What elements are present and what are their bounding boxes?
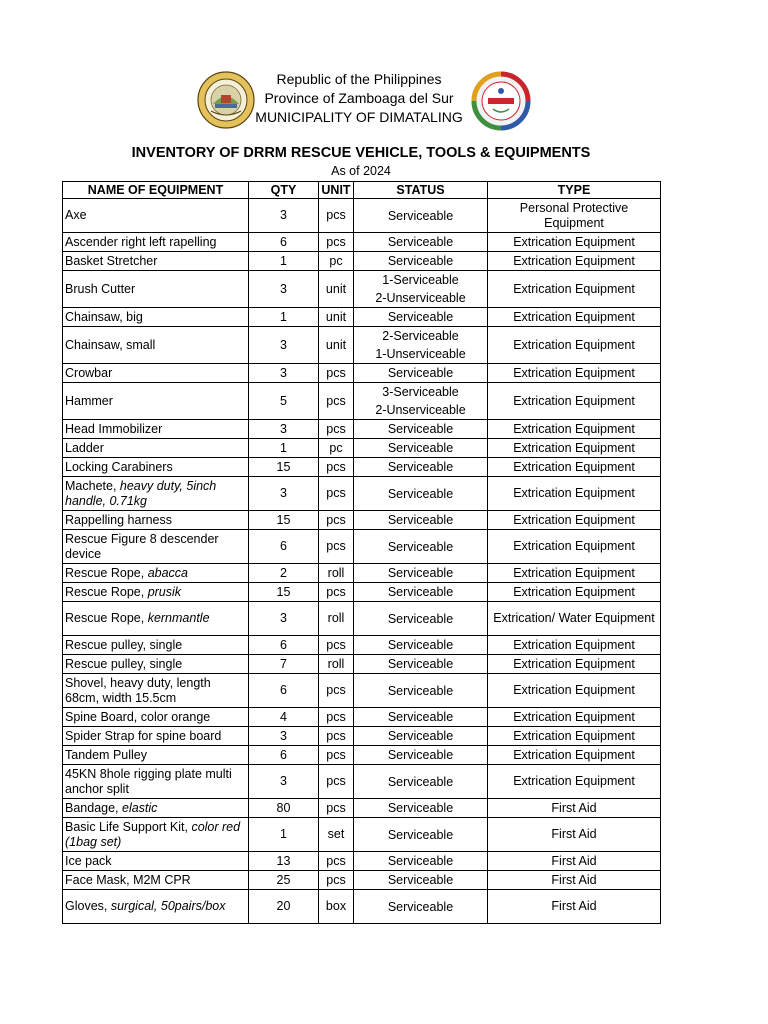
cell-qty: 13 [249, 852, 319, 871]
cell-equipment-name [63, 530, 249, 564]
cell-equipment-name [63, 308, 249, 327]
table-row [63, 458, 661, 477]
cell-equipment-name [63, 674, 249, 708]
cell-unit: pcs [319, 765, 354, 799]
equipment-name-text: Shovel, heavy duty, length 68cm, width 15.5cm [65, 675, 211, 705]
equipment-name-text: Ice pack [65, 853, 112, 868]
cell-type: First Aid [488, 871, 661, 890]
cell-qty: 15 [249, 583, 319, 602]
equipment-name-text: Basket Stretcher [65, 253, 158, 268]
cell-status [354, 602, 488, 636]
equipment-name-text: Bandage, [65, 800, 122, 815]
cell-equipment-name [63, 871, 249, 890]
cell-qty: 15 [249, 458, 319, 477]
table-row [63, 233, 661, 252]
table-row [63, 383, 661, 420]
cell-status [354, 564, 488, 583]
cell-equipment-name [63, 477, 249, 511]
cell-equipment-name [63, 583, 249, 602]
table-row [63, 674, 661, 708]
status-line: Serviceable [387, 748, 454, 762]
equipment-detail-text: elastic [122, 800, 158, 815]
cell-unit: pcs [319, 383, 354, 420]
cell-type: Extrication/ Water Equipment [488, 602, 661, 636]
equipment-name-text: Locking Carabiners [65, 459, 173, 474]
status-line: Serviceable [387, 683, 454, 698]
inventory-table [62, 181, 661, 924]
cell-equipment-name [63, 364, 249, 383]
cell-status [354, 890, 488, 924]
cell-type: Extrication Equipment [488, 458, 661, 477]
cell-equipment-name [63, 458, 249, 477]
cell-status [354, 746, 488, 765]
status-line: Serviceable [387, 585, 454, 599]
equipment-name-text: Rescue Rope, [65, 584, 148, 599]
equipment-name-text: Gloves, [65, 899, 111, 913]
status-line: 2-Unserviceable [375, 291, 466, 305]
table-row [63, 871, 661, 890]
cell-qty: 80 [249, 799, 319, 818]
cell-type: Extrication Equipment [488, 674, 661, 708]
cell-unit: pcs [319, 746, 354, 765]
cell-qty: 6 [249, 233, 319, 252]
cell-status [354, 439, 488, 458]
column-header-type: TYPE [488, 182, 661, 199]
cell-qty: 3 [249, 765, 319, 799]
cell-equipment-name [63, 708, 249, 727]
equipment-name-text: Face Mask, M2M CPR [65, 872, 191, 887]
table-row [63, 765, 661, 799]
cell-qty: 15 [249, 511, 319, 530]
cell-qty: 1 [249, 252, 319, 271]
cell-equipment-name [63, 818, 249, 852]
cell-qty: 3 [249, 477, 319, 511]
table-row [63, 439, 661, 458]
cell-type: Extrication Equipment [488, 583, 661, 602]
status-line: 1-Unserviceable [375, 347, 466, 361]
cell-status [354, 727, 488, 746]
cell-equipment-name [63, 383, 249, 420]
cell-unit: pcs [319, 511, 354, 530]
cell-status [354, 364, 488, 383]
table-row [63, 708, 661, 727]
cell-type: Extrication Equipment [488, 383, 661, 420]
cell-equipment-name [63, 852, 249, 871]
column-header-status: STATUS [354, 182, 488, 199]
cell-status [354, 674, 488, 708]
cell-unit: pcs [319, 799, 354, 818]
table-row [63, 252, 661, 271]
cell-status [354, 420, 488, 439]
equipment-name-text: Ladder [65, 440, 104, 455]
cell-unit: set [319, 818, 354, 852]
cell-status [354, 383, 488, 420]
equipment-name-text: Head Immobilizer [65, 421, 163, 436]
cell-qty: 20 [249, 890, 319, 924]
status-line: Serviceable [387, 422, 454, 436]
cell-qty: 6 [249, 636, 319, 655]
cell-type: Extrication Equipment [488, 233, 661, 252]
table-header-row [63, 182, 661, 199]
equipment-name-text: Rescue Rope, [65, 565, 148, 580]
table-row [63, 727, 661, 746]
cell-status [354, 199, 488, 233]
cell-unit: unit [319, 271, 354, 308]
cell-status [354, 271, 488, 308]
status-line: Serviceable [387, 611, 454, 626]
cell-unit: box [319, 890, 354, 924]
equipment-detail-text: surgical, 50pairs/box [110, 899, 226, 913]
cell-unit: pcs [319, 636, 354, 655]
equipment-name-text: Rappelling harness [65, 512, 173, 527]
cell-equipment-name [63, 890, 249, 924]
equipment-name-text: Rescue pulley, single [65, 656, 183, 671]
table-row [63, 271, 661, 308]
status-line: Serviceable [387, 638, 454, 652]
page-subtitle: As of 2024 [331, 164, 391, 178]
cell-unit: pcs [319, 871, 354, 890]
cell-unit: pcs [319, 420, 354, 439]
status-line: 3-Serviceable [382, 385, 459, 399]
column-header-unit: UNIT [319, 182, 354, 199]
status-line: Serviceable [387, 774, 454, 789]
equipment-name-text: Axe [65, 208, 87, 222]
cell-type: Extrication Equipment [488, 727, 661, 746]
cell-unit: pcs [319, 727, 354, 746]
cell-qty: 1 [249, 308, 319, 327]
cell-qty: 1 [249, 439, 319, 458]
document-header [0, 68, 768, 132]
cell-status [354, 765, 488, 799]
equipment-name-text: Crowbar [65, 365, 113, 380]
cell-type: Extrication Equipment [488, 252, 661, 271]
cell-qty: 4 [249, 708, 319, 727]
table-row [63, 852, 661, 871]
table-row [63, 364, 661, 383]
cell-qty: 1 [249, 818, 319, 852]
cell-qty: 3 [249, 727, 319, 746]
cell-qty: 3 [249, 602, 319, 636]
cell-equipment-name [63, 602, 249, 636]
equipment-name-text: Hammer [65, 393, 113, 408]
equipment-name-text: Chainsaw, big [65, 309, 143, 324]
cell-type: Extrication Equipment [488, 327, 661, 364]
cell-status [354, 233, 488, 252]
cell-type: Extrication Equipment [488, 655, 661, 674]
status-line: Serviceable [387, 441, 454, 455]
cell-qty: 3 [249, 199, 319, 233]
equipment-name-text: Brush Cutter [65, 281, 136, 296]
equipment-name-text: Basic Life Support Kit, [65, 819, 192, 834]
cell-type: Extrication Equipment [488, 420, 661, 439]
status-line: Serviceable [387, 310, 454, 324]
cell-qty: 3 [249, 327, 319, 364]
cell-unit: roll [319, 564, 354, 583]
table-row [63, 564, 661, 583]
status-line: Serviceable [387, 657, 454, 671]
cell-type: Extrication Equipment [488, 708, 661, 727]
equipment-name-text: Spine Board, color orange [65, 709, 211, 724]
cell-unit: unit [319, 327, 354, 364]
table-row [63, 655, 661, 674]
cell-equipment-name [63, 271, 249, 308]
cell-status [354, 327, 488, 364]
drrm-seal-icon [471, 71, 531, 131]
table-row [63, 602, 661, 636]
cell-status [354, 708, 488, 727]
cell-unit: pcs [319, 477, 354, 511]
cell-unit: pcs [319, 852, 354, 871]
equipment-detail-text: prusik [147, 584, 182, 599]
cell-unit: pcs [319, 199, 354, 233]
equipment-name-text: Tandem Pulley [65, 747, 147, 762]
status-line: 2-Serviceable [382, 329, 459, 343]
status-line: Serviceable [387, 729, 454, 743]
cell-equipment-name [63, 655, 249, 674]
cell-equipment-name [63, 233, 249, 252]
cell-status [354, 458, 488, 477]
cell-unit: pcs [319, 708, 354, 727]
cell-unit: pcs [319, 530, 354, 564]
table-row [63, 799, 661, 818]
status-line: Serviceable [387, 513, 454, 527]
cell-equipment-name [63, 799, 249, 818]
cell-qty: 3 [249, 271, 319, 308]
status-line: Serviceable [387, 854, 454, 868]
cell-equipment-name [63, 746, 249, 765]
header-republic: Republic of the Philippines [276, 71, 442, 87]
cell-equipment-name [63, 327, 249, 364]
cell-equipment-name [63, 511, 249, 530]
cell-unit: pcs [319, 458, 354, 477]
table-body [63, 199, 661, 924]
equipment-name-text: Machete, [65, 478, 120, 493]
equipment-detail-text: heavy duty, 5inch handle, 0.71kg [65, 478, 217, 508]
cell-equipment-name [63, 564, 249, 583]
equipment-detail-text: kernmantle [147, 611, 210, 625]
status-line: Serviceable [387, 366, 454, 380]
cell-type: First Aid [488, 799, 661, 818]
status-line: Serviceable [387, 827, 454, 842]
cell-equipment-name [63, 636, 249, 655]
status-line: 1-Serviceable [382, 273, 459, 287]
cell-equipment-name [63, 439, 249, 458]
status-line: Serviceable [387, 801, 454, 815]
cell-type: Extrication Equipment [488, 308, 661, 327]
cell-type: Extrication Equipment [488, 364, 661, 383]
cell-qty: 2 [249, 564, 319, 583]
table-row [63, 890, 661, 924]
status-line: Serviceable [387, 873, 454, 887]
cell-unit: pcs [319, 674, 354, 708]
cell-type: Extrication Equipment [488, 511, 661, 530]
equipment-name-text: 45KN 8hole rigging plate multi anchor split [65, 766, 232, 796]
cell-equipment-name [63, 765, 249, 799]
cell-type: Extrication Equipment [488, 746, 661, 765]
header-province: Province of Zamboaga del Sur [264, 90, 454, 106]
cell-unit: pc [319, 252, 354, 271]
status-line: Serviceable [387, 899, 454, 914]
table-row [63, 583, 661, 602]
column-header-qty: QTY [249, 182, 319, 199]
cell-unit: roll [319, 602, 354, 636]
cell-status [354, 583, 488, 602]
cell-unit: pcs [319, 364, 354, 383]
cell-qty: 6 [249, 674, 319, 708]
table-row [63, 530, 661, 564]
cell-qty: 3 [249, 364, 319, 383]
equipment-name-text: Rescue Rope, [65, 611, 148, 625]
table-row [63, 746, 661, 765]
status-line: Serviceable [387, 235, 454, 249]
cell-qty: 7 [249, 655, 319, 674]
column-header-name: NAME OF EQUIPMENT [63, 182, 249, 199]
cell-status [354, 636, 488, 655]
cell-status [354, 252, 488, 271]
equipment-name-text: Chainsaw, small [65, 337, 156, 352]
cell-type: Extrication Equipment [488, 636, 661, 655]
cell-type: Extrication Equipment [488, 765, 661, 799]
table-row [63, 327, 661, 364]
cell-status [354, 511, 488, 530]
status-line: Serviceable [387, 460, 454, 474]
status-line: Serviceable [387, 208, 454, 223]
cell-status [354, 530, 488, 564]
cell-unit: pc [319, 439, 354, 458]
cell-unit: pcs [319, 583, 354, 602]
cell-unit: pcs [319, 233, 354, 252]
table-row [63, 308, 661, 327]
cell-qty: 25 [249, 871, 319, 890]
cell-status [354, 308, 488, 327]
cell-type: Extrication Equipment [488, 530, 661, 564]
cell-type: Extrication Equipment [488, 439, 661, 458]
table-row [63, 818, 661, 852]
status-line: Serviceable [387, 486, 454, 501]
cell-equipment-name [63, 252, 249, 271]
header-municipality: MUNICIPALITY OF DIMATALING [255, 109, 463, 125]
cell-unit: roll [319, 655, 354, 674]
cell-unit: unit [319, 308, 354, 327]
table-row [63, 477, 661, 511]
cell-type: First Aid [488, 818, 661, 852]
status-line: Serviceable [387, 254, 454, 268]
cell-status [354, 799, 488, 818]
status-line: Serviceable [387, 710, 454, 724]
cell-type: Extrication Equipment [488, 564, 661, 583]
table-row [63, 511, 661, 530]
cell-status [354, 818, 488, 852]
equipment-name-text: Rescue Figure 8 descender device [65, 531, 219, 561]
status-line: Serviceable [387, 566, 454, 580]
equipment-name-text: Rescue pulley, single [65, 637, 183, 652]
cell-status [354, 852, 488, 871]
table-row [63, 420, 661, 439]
cell-type: First Aid [488, 890, 661, 924]
page-title: INVENTORY OF DRRM RESCUE VEHICLE, TOOLS & EQUIPMENTS [131, 145, 591, 161]
cell-type: Extrication Equipment [488, 477, 661, 511]
municipal-seal-icon [197, 71, 255, 129]
cell-qty: 3 [249, 420, 319, 439]
cell-equipment-name [63, 727, 249, 746]
cell-type: Personal Protective Equipment [488, 199, 661, 233]
equipment-name-text: Ascender right left rapelling [65, 234, 217, 249]
cell-qty: 6 [249, 746, 319, 765]
cell-equipment-name [63, 420, 249, 439]
cell-type: First Aid [488, 852, 661, 871]
status-line: Serviceable [387, 539, 454, 554]
cell-qty: 5 [249, 383, 319, 420]
equipment-detail-text: color red (1bag set) [65, 819, 241, 849]
status-line: 2-Unserviceable [375, 403, 466, 417]
cell-qty: 6 [249, 530, 319, 564]
table-row [63, 636, 661, 655]
cell-status [354, 871, 488, 890]
equipment-detail-text: abacca [147, 565, 188, 580]
cell-status [354, 655, 488, 674]
equipment-name-text: Spider Strap for spine board [65, 728, 222, 743]
table-row [63, 199, 661, 233]
cell-equipment-name [63, 199, 249, 233]
cell-status [354, 477, 488, 511]
cell-type: Extrication Equipment [488, 271, 661, 308]
